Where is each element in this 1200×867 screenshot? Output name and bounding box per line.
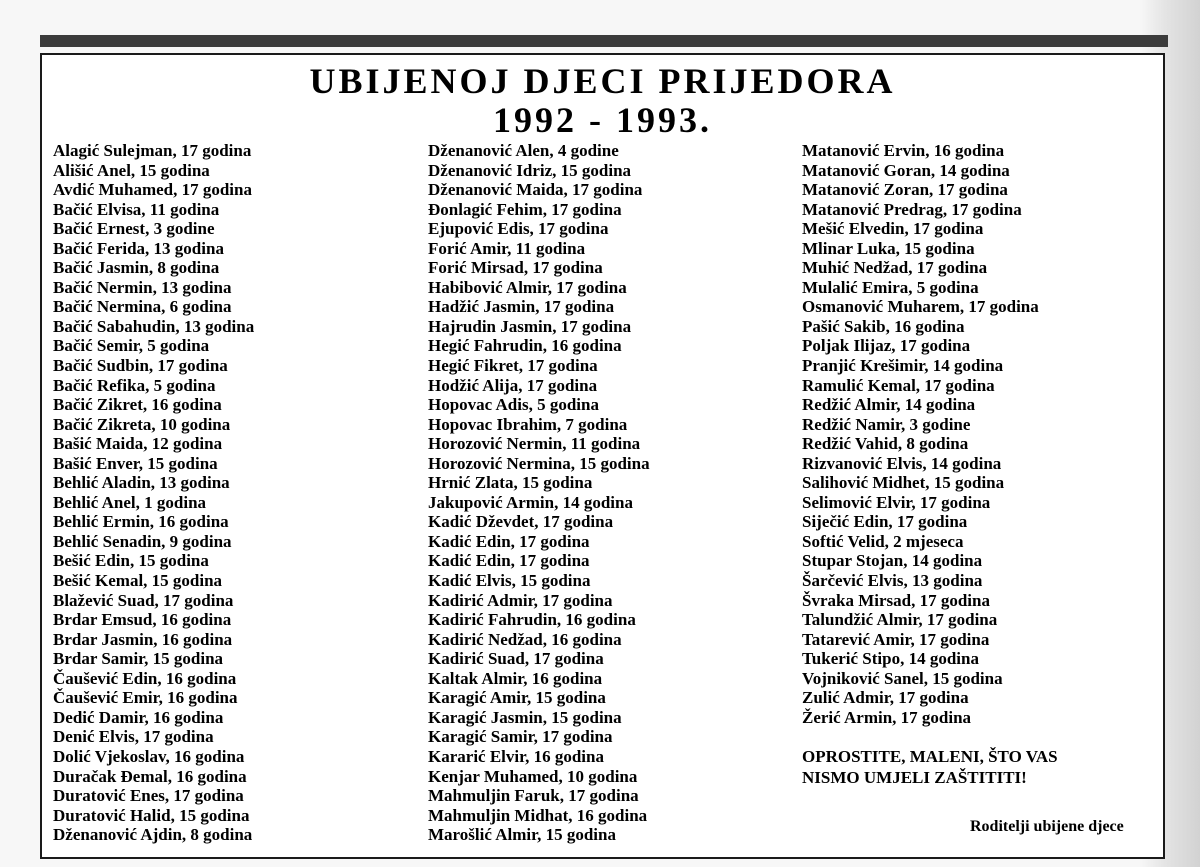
list-item: Kadić Dževdet, 17 godina xyxy=(428,512,614,532)
names-column-1 xyxy=(53,141,254,845)
list-item: Ramulić Kemal, 17 godina xyxy=(802,375,995,395)
list-item: Mlinar Luka, 15 godina xyxy=(802,238,975,258)
list-item: Behlić Anel, 1 godina xyxy=(53,492,207,512)
list-item: Karagić Amir, 15 godina xyxy=(428,688,606,708)
list-item: Dedić Damir, 16 godina xyxy=(53,707,224,727)
list-item: Bačić Refika, 5 godina xyxy=(53,375,216,395)
list-item: Dolić Vjekoslav, 16 godina xyxy=(53,746,245,766)
list-item: Denić Elvis, 17 godina xyxy=(53,727,214,747)
list-item: Šarčević Elvis, 13 godina xyxy=(802,571,983,591)
list-item: Horozović Nermina, 15 godina xyxy=(428,453,650,473)
memorial-frame xyxy=(40,53,1165,859)
list-item: Kadirić Nedžad, 16 godina xyxy=(428,629,622,649)
list-item: Bačić Semir, 5 godina xyxy=(53,336,210,356)
signature: Roditelji ubijene djece xyxy=(970,818,1124,835)
list-item: Behlić Aladin, 13 godina xyxy=(53,473,230,493)
names-column-3 xyxy=(802,141,1039,727)
list-item: Matanović Ervin, 16 godina xyxy=(802,141,1005,160)
list-item: Kararić Elvir, 16 godina xyxy=(428,746,604,766)
list-item: Avdić Muhamed, 17 godina xyxy=(53,180,252,200)
list-item: Jakupović Armin, 14 godina xyxy=(428,492,633,512)
list-item: Zulić Admir, 17 godina xyxy=(802,688,969,708)
list-item: Kaltak Almir, 16 godina xyxy=(428,668,603,688)
list-item: Bačić Jasmin, 8 godina xyxy=(53,258,220,278)
list-item: Matanović Zoran, 17 godina xyxy=(802,180,1008,200)
list-item: Bačić Ernest, 3 godine xyxy=(53,219,215,239)
list-item: Duratović Enes, 17 godina xyxy=(53,786,244,806)
list-item: Mulalić Emira, 5 godina xyxy=(802,277,979,297)
list-item: Kenjar Muhamed, 10 godina xyxy=(428,766,638,786)
list-item: Matanović Goran, 14 godina xyxy=(802,160,1010,180)
list-item: Kadirić Suad, 17 godina xyxy=(428,649,604,669)
names-column-2 xyxy=(428,141,650,845)
list-item: Rizvanović Elvis, 14 godina xyxy=(802,453,1002,473)
list-item: Bačić Nermin, 13 godina xyxy=(53,277,232,297)
list-item: Mešić Elvedin, 17 godina xyxy=(802,219,984,239)
list-item: Bačić Ferida, 13 godina xyxy=(53,238,224,258)
list-item: Behlić Senadin, 9 godina xyxy=(53,531,232,551)
list-item: Redžić Namir, 3 godine xyxy=(802,414,971,434)
list-item: Mahmuljin Midhat, 16 godina xyxy=(428,805,648,825)
list-item: Salihović Midhet, 15 godina xyxy=(802,473,1005,493)
list-item: Švraka Mirsad, 17 godina xyxy=(802,590,990,610)
list-item: Softić Velid, 2 mjeseca xyxy=(802,531,964,551)
list-item: Hegić Fahrudin, 16 godina xyxy=(428,336,622,356)
list-item: Forić Mirsad, 17 godina xyxy=(428,258,603,278)
list-item: Bačić Zikret, 16 godina xyxy=(53,395,222,415)
list-item: Poljak Ilijaz, 17 godina xyxy=(802,336,971,356)
list-item: Žerić Armin, 17 godina xyxy=(802,707,972,727)
list-item: Pašić Sakib, 16 godina xyxy=(802,316,965,336)
list-item: Stupar Stojan, 14 godina xyxy=(802,551,983,571)
list-item: Dženanović Maida, 17 godina xyxy=(428,180,643,200)
list-item: Blažević Suad, 17 godina xyxy=(53,590,234,610)
title: UBIJENOJ DJECI PRIJEDORA xyxy=(309,61,896,101)
list-item: Kadić Edin, 17 godina xyxy=(428,531,590,551)
list-item: Horozović Nermin, 11 godina xyxy=(428,434,641,454)
top-bar xyxy=(40,35,1168,47)
list-item: Kadić Edin, 17 godina xyxy=(428,551,590,571)
list-item: Bešić Edin, 15 godina xyxy=(53,551,209,571)
list-item: Alagić Sulejman, 17 godina xyxy=(53,141,252,160)
list-item: Brdar Jasmin, 16 godina xyxy=(53,629,233,649)
list-item: Siječić Edin, 17 godina xyxy=(802,512,968,532)
list-item: Redžić Almir, 14 godina xyxy=(802,395,976,415)
list-item: Duračak Đemal, 16 godina xyxy=(53,766,247,786)
list-item: Osmanović Muharem, 17 godina xyxy=(802,297,1039,317)
list-item: Selimović Elvir, 17 godina xyxy=(802,492,991,512)
list-item: Tukerić Stipo, 14 godina xyxy=(802,649,979,669)
list-item: Bačić Sabahudin, 13 godina xyxy=(53,316,255,336)
list-item: Marošlić Almir, 15 godina xyxy=(428,825,616,845)
list-item: Bašić Maida, 12 godina xyxy=(53,434,223,454)
closing-message xyxy=(802,746,1058,788)
list-item: Đonlagić Fehim, 17 godina xyxy=(428,199,622,219)
list-item: Hegić Fikret, 17 godina xyxy=(428,356,598,376)
list-item: Bačić Elvisa, 11 godina xyxy=(53,199,220,219)
list-item: Dženanović Alen, 4 godine xyxy=(428,141,619,160)
list-item: Hopovac Ibrahim, 7 godina xyxy=(428,414,628,434)
list-item: Hopovac Adis, 5 godina xyxy=(428,395,599,415)
list-item: Karagić Jasmin, 15 godina xyxy=(428,707,622,727)
list-item: Ejupović Edis, 17 godina xyxy=(428,219,609,239)
list-item: Forić Amir, 11 godina xyxy=(428,238,586,258)
list-item: Matanović Predrag, 17 godina xyxy=(802,199,1022,219)
list-item: Čaušević Edin, 16 godina xyxy=(53,668,237,688)
list-item: Redžić Vahid, 8 godina xyxy=(802,434,969,454)
list-item: Pranjić Krešimir, 14 godina xyxy=(802,356,1004,376)
list-item: Bačić Nermina, 6 godina xyxy=(53,297,232,317)
list-item: Kadirić Fahrudin, 16 godina xyxy=(428,610,636,630)
list-item: Dženanović Ajdin, 8 godina xyxy=(53,825,253,845)
list-item: Bašić Enver, 15 godina xyxy=(53,453,218,473)
list-item: Dženanović Idriz, 15 godina xyxy=(428,160,632,180)
list-item: Brdar Emsud, 16 godina xyxy=(53,610,232,630)
list-item: Behlić Ermin, 16 godina xyxy=(53,512,229,532)
list-item: Hrnić Zlata, 15 godina xyxy=(428,473,593,493)
list-item: Hodžić Alija, 17 godina xyxy=(428,375,598,395)
list-item: Ališić Anel, 15 godina xyxy=(53,160,210,180)
closing-line-1: OPROSTITE, MALENI, ŠTO VAS xyxy=(802,747,1058,766)
title-years: 1992 - 1993. xyxy=(493,100,712,140)
list-item: Bešić Kemal, 15 godina xyxy=(53,571,223,591)
list-item: Kadić Elvis, 15 godina xyxy=(428,571,591,591)
list-item: Kadirić Admir, 17 godina xyxy=(428,590,613,610)
list-item: Bačić Zikreta, 10 godina xyxy=(53,414,231,434)
list-item: Duratović Halid, 15 godina xyxy=(53,805,250,825)
list-item: Mahmuljin Faruk, 17 godina xyxy=(428,786,639,806)
list-item: Karagić Samir, 17 godina xyxy=(428,727,613,747)
list-item: Tatarević Amir, 17 godina xyxy=(802,629,990,649)
list-item: Habibović Almir, 17 godina xyxy=(428,277,627,297)
closing-line-2: NISMO UMJELI ZAŠTITITI! xyxy=(802,768,1027,787)
list-item: Vojniković Sanel, 15 godina xyxy=(802,668,1003,688)
list-item: Muhić Nedžad, 17 godina xyxy=(802,258,988,278)
list-item: Brdar Samir, 15 godina xyxy=(53,649,224,669)
list-item: Hajrudin Jasmin, 17 godina xyxy=(428,316,632,336)
list-item: Čaušević Emir, 16 godina xyxy=(53,688,238,708)
list-item: Talundžić Almir, 17 godina xyxy=(802,610,998,630)
list-item: Bačić Sudbin, 17 godina xyxy=(53,356,228,376)
list-item: Hadžić Jasmin, 17 godina xyxy=(428,297,615,317)
